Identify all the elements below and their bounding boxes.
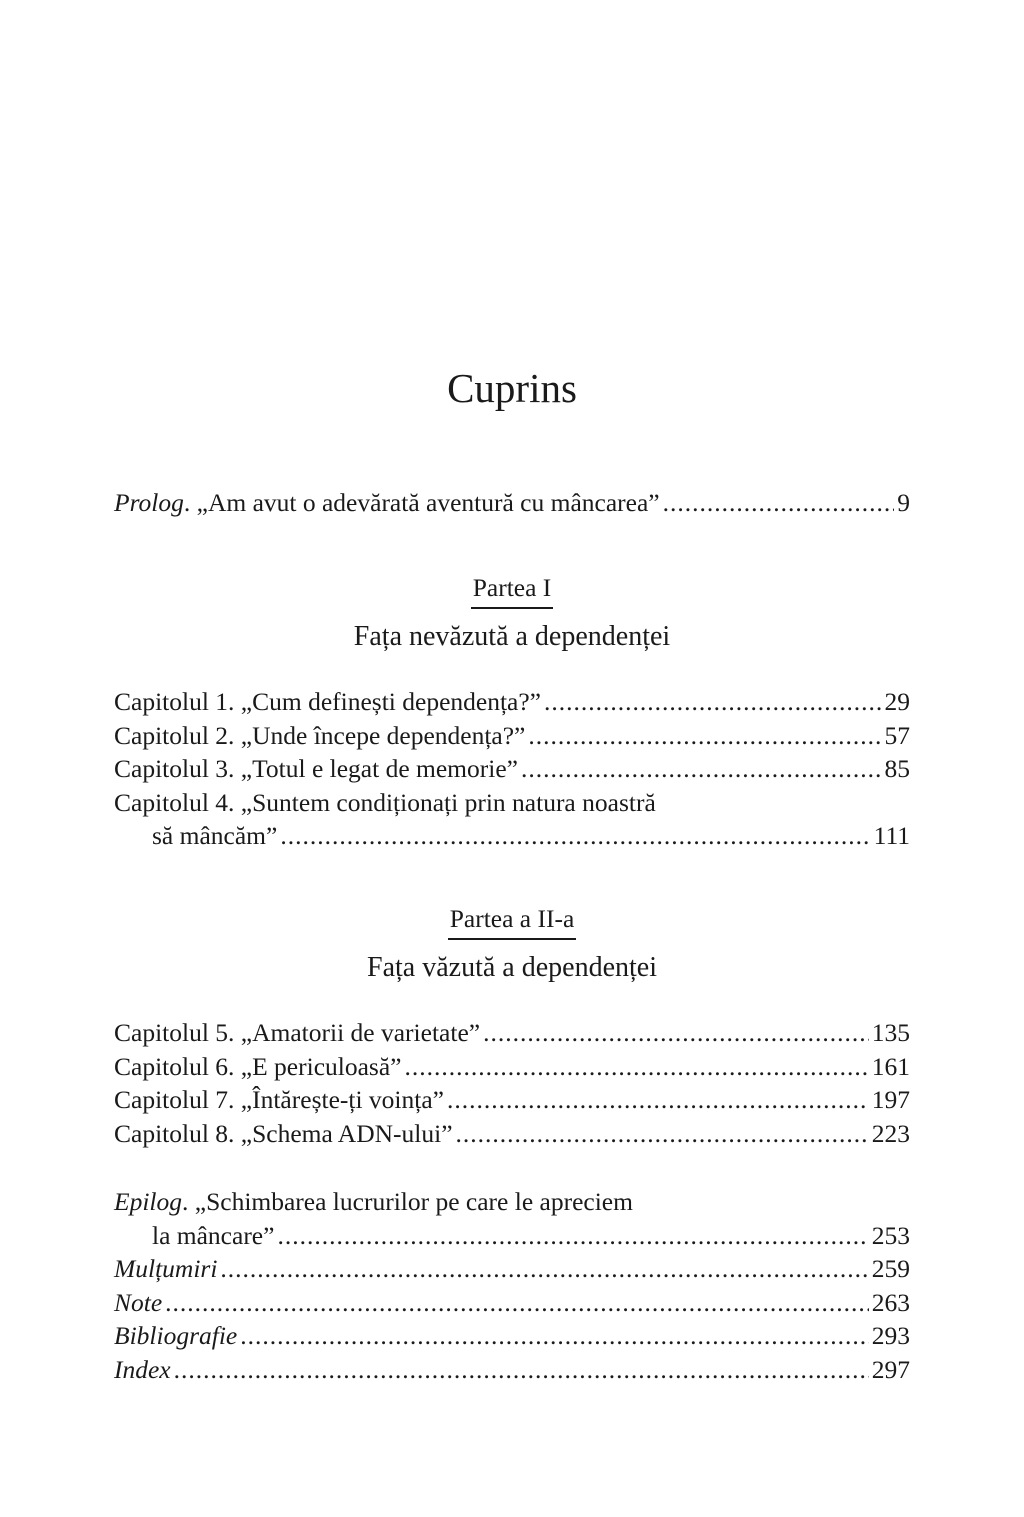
page-number: 57 xyxy=(884,720,910,750)
toc-entry-index[interactable] xyxy=(114,1353,910,1387)
part2-heading xyxy=(0,903,1024,986)
chapter-title: Capitolul 5. „Amatorii de varietate” xyxy=(114,1018,481,1047)
toc-entry-prolog[interactable] xyxy=(114,486,910,520)
part2-chapters xyxy=(114,1016,910,1150)
chapter-title: Capitolul 6. „E periculoasă” xyxy=(114,1051,402,1081)
dot-leader xyxy=(277,1219,868,1253)
toc-entry-chapter-3[interactable] xyxy=(114,752,910,786)
part2-title: Fața văzută a dependenței xyxy=(367,952,657,983)
part2-label: Partea a II-a xyxy=(448,903,577,940)
entry-label: Mulțumiri xyxy=(114,1254,218,1283)
entry-label: Note xyxy=(114,1287,163,1317)
toc-entry-bibliografie[interactable] xyxy=(114,1319,910,1353)
page-number: 297 xyxy=(871,1354,910,1384)
page-number: 223 xyxy=(871,1118,910,1148)
page-number: 29 xyxy=(884,687,910,716)
part1-label: Partea I xyxy=(471,572,554,609)
toc-entry-chapter-8[interactable] xyxy=(114,1117,910,1151)
chapter-title: Capitolul 2. „Unde începe dependența?” xyxy=(114,720,526,750)
dot-leader xyxy=(544,685,881,719)
toc-entry-epilog-continued[interactable] xyxy=(114,1219,910,1253)
dot-leader xyxy=(174,1353,869,1387)
dot-leader xyxy=(528,719,881,753)
dot-leader xyxy=(456,1117,869,1151)
dot-leader xyxy=(280,819,870,853)
toc-entry-note[interactable] xyxy=(114,1286,910,1320)
toc-entry-chapter-4[interactable] xyxy=(114,786,910,820)
prolog-label: Prolog xyxy=(114,488,184,517)
page-number: 111 xyxy=(873,821,910,850)
toc-entry-epilog[interactable] xyxy=(114,1185,910,1219)
chapter-title: Capitolul 4. „Suntem condiționați prin natura noastră xyxy=(114,787,656,817)
page-title: Cuprins xyxy=(447,365,577,411)
page-number: 259 xyxy=(871,1254,910,1283)
prolog-section xyxy=(114,486,910,520)
page-number: 135 xyxy=(871,1018,910,1047)
back-matter xyxy=(114,1185,910,1386)
toc-entry-chapter-1[interactable] xyxy=(114,685,910,719)
dot-leader xyxy=(521,752,882,786)
page-number: 263 xyxy=(871,1287,910,1317)
dot-leader xyxy=(447,1083,869,1117)
chapter-title: Capitolul 7. „Întărește-ți voința” xyxy=(114,1085,444,1114)
dot-leader xyxy=(240,1319,869,1353)
chapter-title: Capitolul 1. „Cum definești dependența?” xyxy=(114,687,542,716)
chapter-title: Capitolul 8. „Schema ADN-ului” xyxy=(114,1118,453,1148)
entry-label: Index xyxy=(114,1354,171,1384)
dot-leader xyxy=(483,1016,869,1050)
page-number: 85 xyxy=(884,754,910,783)
toc-entry-chapter-4-continued[interactable] xyxy=(114,819,910,853)
epilog-text: . „Schimbarea lucrurilor pe care le apreciem xyxy=(182,1187,633,1216)
prolog-text: . „Am avut o adevărată aventură cu mâncarea” xyxy=(183,488,660,517)
chapter-title-continued: să mâncăm” xyxy=(152,821,278,850)
toc-entry-chapter-2[interactable] xyxy=(114,719,910,753)
page-number: 253 xyxy=(871,1220,910,1250)
toc-entry-chapter-6[interactable] xyxy=(114,1050,910,1084)
toc-entry-chapter-7[interactable] xyxy=(114,1083,910,1117)
page-number: 161 xyxy=(871,1051,910,1081)
chapter-title: Capitolul 3. „Totul e legat de memorie” xyxy=(114,754,518,783)
epilog-label: Epilog xyxy=(114,1187,182,1216)
page-number: 9 xyxy=(897,488,910,517)
part1-chapters xyxy=(114,685,910,853)
dot-leader xyxy=(165,1286,869,1320)
page-number: 197 xyxy=(871,1085,910,1114)
entry-label: Bibliografie xyxy=(114,1321,238,1350)
dot-leader xyxy=(220,1252,868,1286)
dot-leader xyxy=(663,486,895,520)
page-number: 293 xyxy=(871,1321,910,1350)
toc-entry-chapter-5[interactable] xyxy=(114,1016,910,1050)
toc-entry-multumiri[interactable] xyxy=(114,1252,910,1286)
dot-leader xyxy=(405,1050,869,1084)
epilog-text-continued: la mâncare” xyxy=(152,1220,275,1250)
part1-title: Fața nevăzută a dependenței xyxy=(353,621,671,652)
part1-heading xyxy=(0,572,1024,655)
